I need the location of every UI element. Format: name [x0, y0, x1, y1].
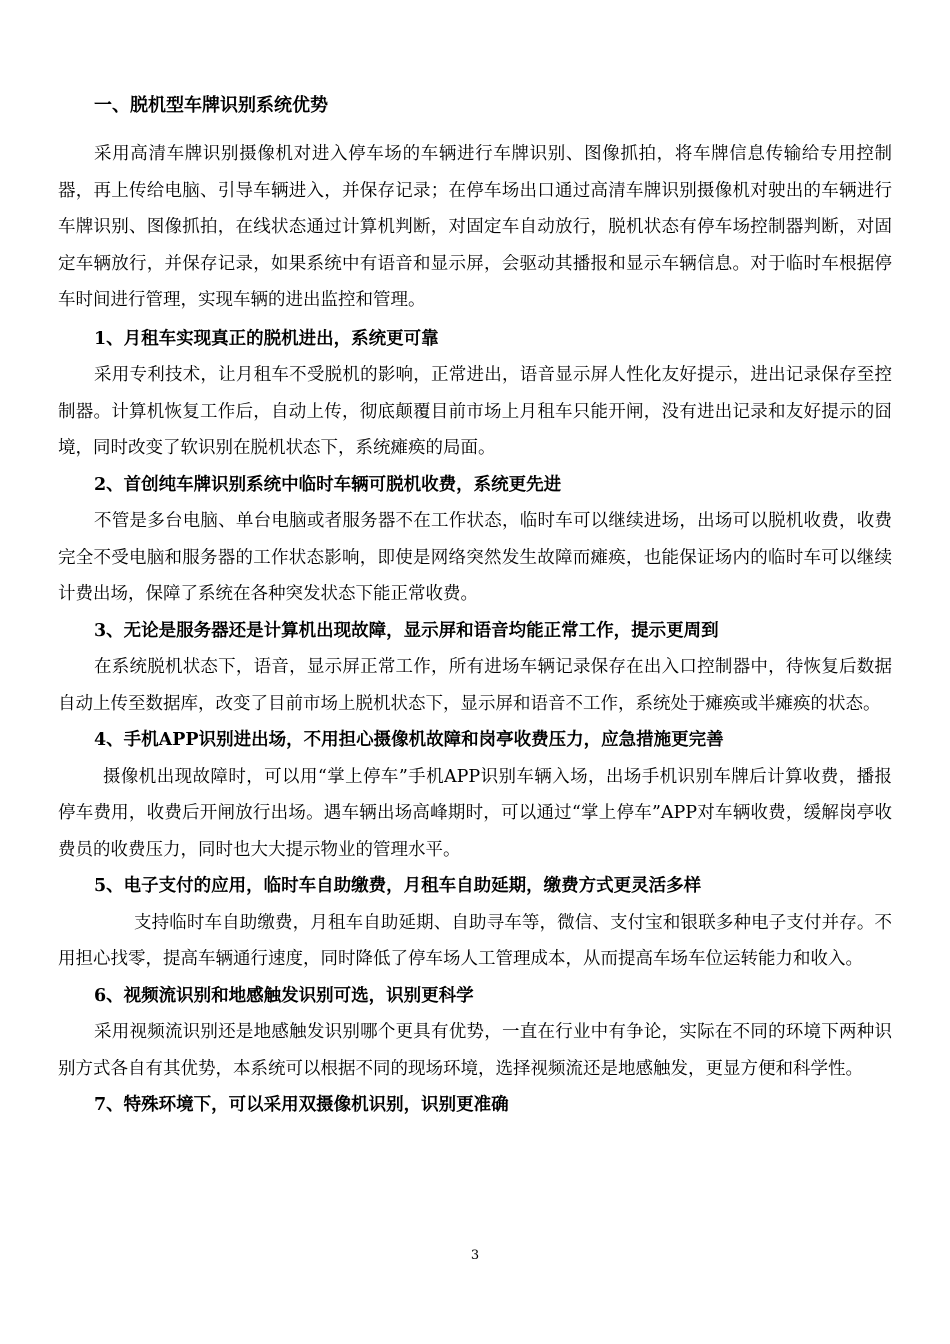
section-5-heading: 5、电子支付的应用，临时车自助缴费，月租车自助延期，缴费方式更灵活多样	[94, 876, 702, 896]
section-4-heading: 4、手机APP识别进出场，不用担心摄像机故障和岗亭收费压力，应急措施更完善	[94, 730, 724, 750]
section-4-body: 摄像机出现故障时，可以用“掌上停车”手机APP识别车辆入场，出场手机识别车牌后计算收费，播报停车费用，收费后开闸放行出场。遇车辆出场高峰期时，可以通过“掌上停车”APP对车辆收费，缓解岗亭收费员的收费压力，同时也大大提示物业的管理水平。	[58, 766, 892, 860]
section-1-heading: 1、月租车实现真正的脱机进出，系统更可靠	[94, 328, 439, 349]
document-page	[58, 88, 892, 1124]
intro-paragraph: 采用高清车牌识别摄像机对进入停车场的车辆进行车牌识别、图像抓拍，将车牌信息传输给专用控制器，再上传给电脑、引导车辆进入，并保存记录；在停车场出口通过高清车牌识别摄像机对驶出的车辆进行车牌识别、图像抓拍，在线状态通过计算机判断，对固定车自动放行，脱机状态有停车场控制器判断，对固定车辆放行，并保存记录，如果系统中有语音和显示屏，会驱动其播报和显示车辆信息。对于临时车根据停车时间进行管理，实现车辆的进出监控和管理。	[58, 144, 892, 310]
section-1-body: 采用专利技术，让月租车不受脱机的影响，正常进出，语音显示屏人性化友好提示，进出记录保存至控制器。计算机恢复工作后，自动上传，彻底颠覆目前市场上月租车只能开闸，没有进出记录和友好提示的囧境，同时改变了软识别在脱机状态下，系统瘫痪的局面。	[58, 365, 892, 458]
document-title: 一、脱机型车牌识别系统优势	[94, 95, 328, 116]
section-6-body: 采用视频流识别还是地感触发识别哪个更具有优势，一直在行业中有争论，实际在不同的环境下两种识别方式各自有其优势，本系统可以根据不同的现场环境，选择视频流还是地感触发，更显方便和科学性。	[58, 1022, 892, 1079]
section-7-heading: 7、特殊环境下，可以采用双摄像机识别，识别更准确	[94, 1095, 509, 1115]
section-6-heading: 6、视频流识别和地感触发识别可选，识别更科学	[94, 985, 474, 1006]
section-3-heading: 3、无论是服务器还是计算机出现故障，显示屏和语音均能正常工作，提示更周到	[94, 620, 719, 641]
section-2-heading: 2、首创纯车牌识别系统中临时车辆可脱机收费，系统更先进	[94, 474, 562, 495]
section-5-body: 支持临时车自助缴费，月租车自助延期、自助寻车等，微信、支付宝和银联多种电子支付并存。不用担心找零，提高车辆通行速度，同时降低了停车场人工管理成本，从而提高车场车位运转能力和收入。	[58, 912, 892, 969]
section-3-body: 在系统脱机状态下，语音，显示屏正常工作，所有进场车辆记录保存在出入口控制器中，待恢复后数据自动上传至数据库，改变了目前市场上脱机状态下，显示屏和语音不工作，系统处于瘫痪或半瘫痪的状态。	[58, 657, 892, 714]
section-2-body: 不管是多台电脑、单台电脑或者服务器不在工作状态，临时车可以继续进场，出场可以脱机收费，收费完全不受电脑和服务器的工作状态影响，即使是网络突然发生故障而瘫痪，也能保证场内的临时车可以继续计费出场，保障了系统在各种突发状态下能正常收费。	[58, 511, 892, 604]
page-number: 3	[470, 1248, 480, 1263]
